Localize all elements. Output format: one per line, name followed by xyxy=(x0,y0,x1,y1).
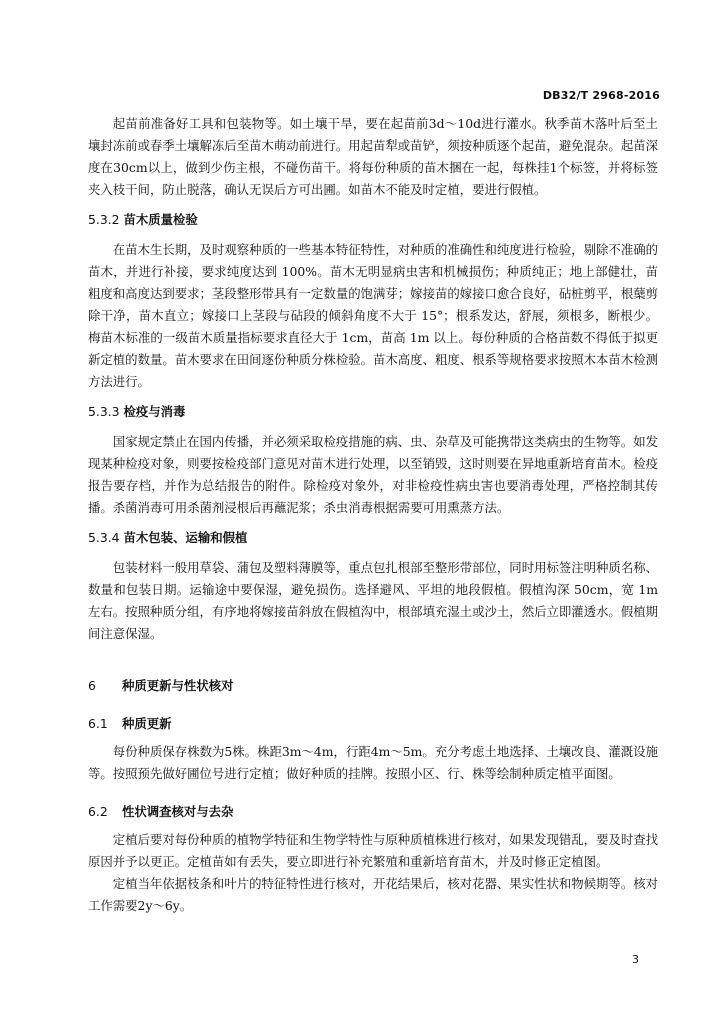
paragraph: 国家规定禁止在国内传播，并必须采取检疫措施的病、虫、杂草及可能携带这类病虫的生物等。如发现某种检疫对象，则要按检疫部门意见对苗木进行处理，以至销毁，这时则要在异地重新培育苗木。检疫报告要存档，并作为总结报告的附件。除检疫对象外，对非检疫性病虫害也要消毒处理，严格控制其传播。杀菌消毒可用杀菌剂浸根后再蘸泥浆；杀虫消毒根据需要可用熏蒸方法。 xyxy=(88,434,658,515)
paragraph: 定植后要对每份种质的植物学特征和生物学特性与原种质植株进行核对，如果发现错乱，要及时查找原因并予以更正。定植苗如有丢失，要立即进行补充繁殖和重新培育苗木，并及时修正定植图。 xyxy=(88,832,658,869)
intro-paragraph: 起苗前准备好工具和包装物等。如土壤干旱，要在起苗前3d～10d进行灌水。秋季苗木落叶后至土壤封冻前或春季土壤解冻后至苗木萌动前进行。用起苗犁或苗铲，须按种质逐个起苗，避免混杂。起苗深度在30cm以上，做到少伤主根，不碰伤苗干。将每份种质的苗木捆在一起，每株挂1个标签，并将标签夹入枝干间，防止脱落，确认无误后方可出圃。如苗木不能及时定植，要进行假植。 xyxy=(88,116,658,197)
paragraph: 包装材料一般用草袋、蒲包及塑料薄膜等，重点包扎根部至整形带部位，同时用标签注明种质名称、数量和包装日期。运输途中要保湿，避免损伤。选择避风、平坦的地段假植。假植沟深 50cm，宽 1m 左右。按照种质分组，有序地将嫁接苗斜放在假植沟中，根部填充湿土或沙土，然后立即灌透水。假植期间注意保湿。 xyxy=(88,560,658,641)
section-number: 5.3.3 xyxy=(88,404,120,419)
section-heading-6 xyxy=(88,675,658,697)
paragraph: 在苗木生长期，及时观察种质的一些基本特征特性，对种质的准确性和纯度进行检验，剔除不准确的苗木，并进行补接，要求纯度达到 100%。苗木无明显病虫害和机械损伤；种质纯正；地上部健壮，苗粗度和高度达到要求；茎段整形带具有一定数量的饱满芽；嫁接苗的嫁接口愈合良好，砧桩剪平，根蘖剪除干净，苗木直立；嫁接口上茎段与砧段的倾斜角度不大于 15°；根系发达，舒展，须根多，断根少。梅苗木标准的一级苗木质量指标要求直径大于 1cm，苗高 1m 以上。每份种质的合格苗数不得低于拟更新定植的数量。苗木要求在田间逐份种质分株检验。苗木高度、粗度、根系等规格要求按照木本苗木检测方法进行。 xyxy=(88,242,658,389)
section-title: 苗木质量检验 xyxy=(123,212,198,227)
page-number: 3 xyxy=(632,953,639,966)
section-title: 种质更新与性状核对 xyxy=(121,678,234,693)
section-heading-5-3-2 xyxy=(88,209,658,231)
section-title: 性状调查核对与去杂 xyxy=(121,804,234,819)
section-heading-6-1 xyxy=(88,713,658,735)
section-number: 6.2 xyxy=(88,804,108,819)
section-title: 检疫与消毒 xyxy=(123,404,186,419)
section-title: 苗木包装、运输和假植 xyxy=(123,530,248,545)
paragraph: 定植当年依据枝条和叶片的特征特性进行核对，开花结果后，核对花器、果实性状和物候期等。核对工作需要2y～6y。 xyxy=(88,876,658,913)
document-body xyxy=(88,113,658,917)
section-title: 种质更新 xyxy=(121,716,172,731)
section-heading-5-3-3 xyxy=(88,401,658,423)
section-number: 5.3.4 xyxy=(88,530,120,545)
section-number: 6 xyxy=(88,678,96,693)
section-heading-5-3-4 xyxy=(88,527,658,549)
paragraph: 每份种质保存株数为5株。株距3m～4m，行距4m～5m。充分考虑土地选择、土壤改良、灌溉设施等。按照预先做好圃位号进行定植；做好种质的挂牌。按照小区、行、株等绘制种质定植平面图。 xyxy=(88,744,658,781)
section-number: 5.3.2 xyxy=(88,212,120,227)
document-code: DB32/T 2968-2016 xyxy=(542,89,660,102)
section-number: 6.1 xyxy=(88,716,108,731)
section-heading-6-2 xyxy=(88,801,658,823)
